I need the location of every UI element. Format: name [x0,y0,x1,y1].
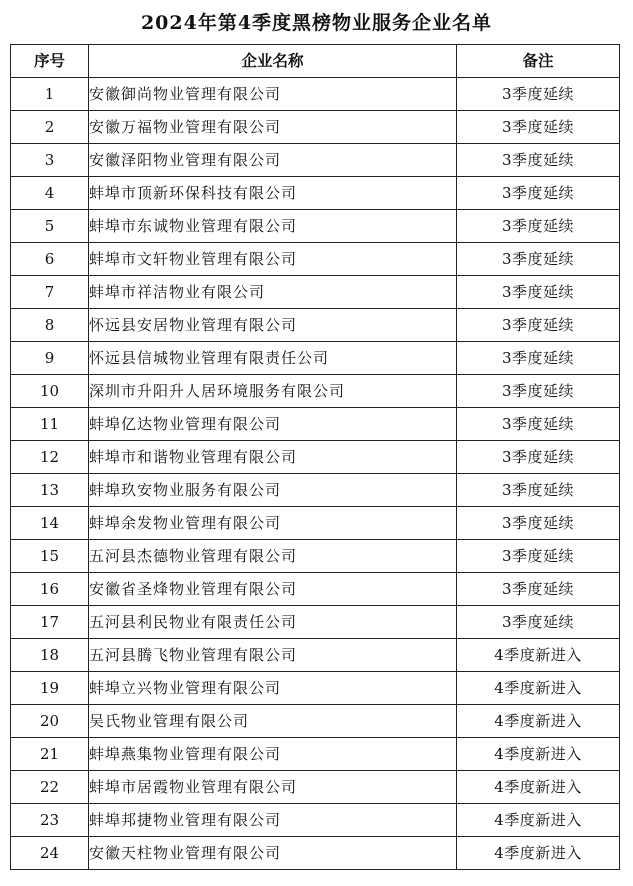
row-number: 2 [11,111,89,144]
row-number: 18 [11,639,89,672]
company-name: 蚌埠燕集物业管理有限公司 [89,738,457,771]
table-row [11,738,620,771]
row-note: 3季度延续 [457,78,620,111]
row-number: 22 [11,771,89,804]
table-row [11,507,620,540]
company-name: 安徽省圣烽物业管理有限公司 [89,573,457,606]
table-row [11,177,620,210]
row-number: 16 [11,573,89,606]
table-header-row [11,45,620,78]
table-row [11,573,620,606]
company-name: 怀远县安居物业管理有限公司 [89,309,457,342]
row-number: 21 [11,738,89,771]
company-name: 蚌埠市祥洁物业有限公司 [89,276,457,309]
company-name: 五河县杰德物业管理有限公司 [89,540,457,573]
company-name: 蚌埠市顶新环保科技有限公司 [89,177,457,210]
company-name: 五河县利民物业有限责任公司 [89,606,457,639]
row-note: 3季度延续 [457,441,620,474]
table-row [11,144,620,177]
table-row [11,705,620,738]
row-note: 4季度新进入 [457,639,620,672]
table-row [11,804,620,837]
row-note: 4季度新进入 [457,738,620,771]
table-row [11,276,620,309]
company-name: 吴氏物业管理有限公司 [89,705,457,738]
table-row [11,672,620,705]
row-note: 3季度延续 [457,243,620,276]
row-note: 3季度延续 [457,144,620,177]
row-note: 3季度延续 [457,177,620,210]
table-row [11,243,620,276]
table-body [11,78,620,870]
row-number: 23 [11,804,89,837]
row-note: 3季度延续 [457,474,620,507]
company-name: 蚌埠立兴物业管理有限公司 [89,672,457,705]
company-name: 蚌埠邦捷物业管理有限公司 [89,804,457,837]
row-number: 12 [11,441,89,474]
row-number: 20 [11,705,89,738]
row-number: 3 [11,144,89,177]
row-note: 4季度新进入 [457,705,620,738]
table-row [11,771,620,804]
row-number: 14 [11,507,89,540]
row-note: 3季度延续 [457,573,620,606]
company-name: 五河县腾飞物业管理有限公司 [89,639,457,672]
row-note: 3季度延续 [457,606,620,639]
company-name: 蚌埠市居霞物业管理有限公司 [89,771,457,804]
company-name: 安徽天柱物业管理有限公司 [89,837,457,870]
row-number: 15 [11,540,89,573]
table-row [11,540,620,573]
row-number: 8 [11,309,89,342]
company-name: 深圳市升阳升人居环境服务有限公司 [89,375,457,408]
column-header-name: 企业名称 [89,45,457,78]
table-row [11,210,620,243]
company-name: 安徽万福物业管理有限公司 [89,111,457,144]
row-number: 7 [11,276,89,309]
company-name: 蚌埠玖安物业服务有限公司 [89,474,457,507]
row-number: 1 [11,78,89,111]
row-number: 13 [11,474,89,507]
row-note: 3季度延续 [457,507,620,540]
row-number: 6 [11,243,89,276]
blacklist-table [10,44,620,870]
company-name: 安徽御尚物业管理有限公司 [89,78,457,111]
page-title: 2024年第4季度黑榜物业服务企业名单 [140,12,493,34]
table-row [11,441,620,474]
row-number: 4 [11,177,89,210]
row-note: 4季度新进入 [457,771,620,804]
table-row [11,408,620,441]
table-row [11,837,620,870]
row-note: 3季度延续 [457,540,620,573]
row-note: 3季度延续 [457,408,620,441]
company-name: 蚌埠市和谐物业管理有限公司 [89,441,457,474]
row-note: 3季度延续 [457,276,620,309]
table-row [11,111,620,144]
table-row [11,606,620,639]
row-note: 3季度延续 [457,210,620,243]
company-name: 蚌埠亿达物业管理有限公司 [89,408,457,441]
table-row [11,474,620,507]
row-number: 5 [11,210,89,243]
row-note: 3季度延续 [457,342,620,375]
row-number: 19 [11,672,89,705]
row-number: 17 [11,606,89,639]
company-name: 安徽泽阳物业管理有限公司 [89,144,457,177]
row-note: 3季度延续 [457,111,620,144]
row-number: 24 [11,837,89,870]
company-name: 蚌埠市文轩物业管理有限公司 [89,243,457,276]
column-header-no: 序号 [11,45,89,78]
table-row [11,309,620,342]
row-number: 10 [11,375,89,408]
row-note: 3季度延续 [457,309,620,342]
company-name: 怀远县信城物业管理有限责任公司 [89,342,457,375]
table-row [11,639,620,672]
table-row [11,375,620,408]
column-header-note: 备注 [457,45,620,78]
company-name: 蚌埠市东诚物业管理有限公司 [89,210,457,243]
row-note: 4季度新进入 [457,672,620,705]
row-note: 4季度新进入 [457,837,620,870]
row-note: 3季度延续 [457,375,620,408]
table-row [11,78,620,111]
company-name: 蚌埠余发物业管理有限公司 [89,507,457,540]
row-number: 11 [11,408,89,441]
row-note: 4季度新进入 [457,804,620,837]
table-row [11,342,620,375]
row-number: 9 [11,342,89,375]
